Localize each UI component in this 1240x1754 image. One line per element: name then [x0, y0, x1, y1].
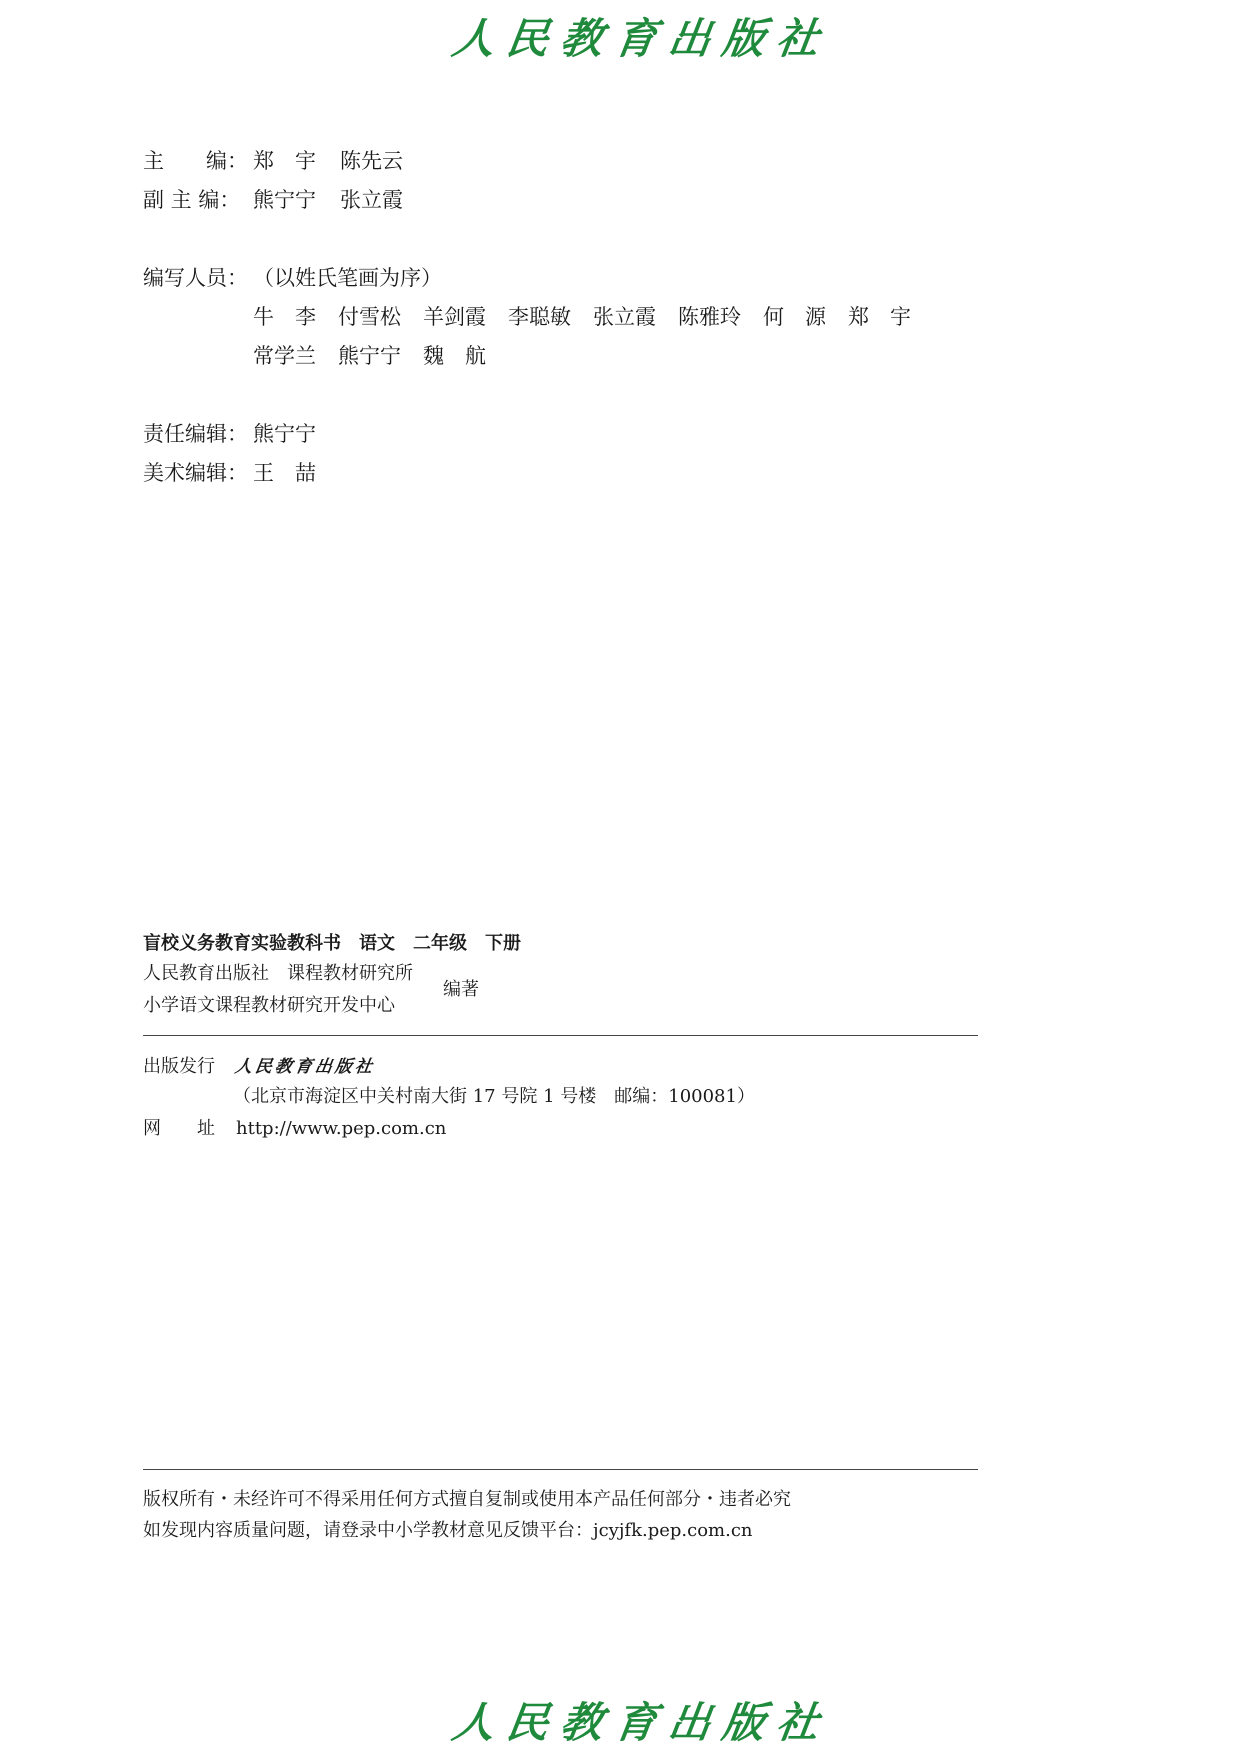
divider-top [143, 1035, 978, 1036]
copyright-notice: 版权所有・未经许可不得采用任何方式擅自复制或使用本产品任何部分・违者必究 [143, 1489, 791, 1510]
chief-editor-row [143, 147, 403, 175]
web-label: 网 址 [143, 1118, 215, 1139]
art-editor-row [143, 459, 316, 487]
deputy-editor-2: 张立霞 [340, 188, 403, 212]
feedback-notice: 如发现内容质量问题，请登录中小学教材意见反馈平台：jcyjfk.pep.com.cn [143, 1520, 753, 1541]
publisher-address: （北京市海淀区中关村南大街 17 号院 1 号楼 邮编：100081） [233, 1086, 755, 1107]
writers-note: （以姓氏笔画为序） [253, 266, 442, 290]
deputy-editor-label: 副 主 编： [143, 188, 241, 212]
book-title: 盲校义务教育实验教科书 语文 二年级 下册 [143, 933, 521, 954]
writer-name: 常学兰 [253, 344, 316, 368]
deputy-editor-row [143, 186, 403, 214]
deputy-editor-1: 熊宁宁 [253, 188, 316, 212]
responsible-editor-label: 责任编辑： [143, 422, 248, 446]
book-org-1: 人民教育出版社 课程教材研究所 [143, 963, 413, 984]
chief-editor-label: 主 编： [143, 149, 248, 173]
writers-row-2 [253, 342, 508, 370]
book-compiled: 编著 [443, 979, 479, 1000]
writers-header-row [143, 264, 442, 292]
web-row [143, 1117, 446, 1141]
publish-row [143, 1055, 375, 1079]
writer-name: 陈雅玲 [678, 305, 741, 329]
publisher-logo-small: 人民教育出版社 [233, 1057, 377, 1077]
writer-name: 牛 李 [253, 305, 316, 329]
web-url[interactable]: http://www.pep.com.cn [236, 1118, 447, 1139]
writer-name: 羊剑霞 [423, 305, 486, 329]
writer-name: 何 源 [763, 305, 826, 329]
divider-bottom [143, 1469, 978, 1470]
book-org-2: 小学语文课程教材研究开发中心 [143, 995, 395, 1016]
writer-name: 李聪敏 [508, 305, 571, 329]
responsible-editor-row [143, 420, 316, 448]
writer-name: 张立霞 [593, 305, 656, 329]
writer-name: 郑 宇 [848, 305, 911, 329]
writer-name: 付雪松 [338, 305, 401, 329]
publisher-logo-top: 人民教育出版社 [449, 14, 835, 63]
publish-label: 出版发行 [143, 1056, 215, 1077]
chief-editor-2: 陈先云 [340, 149, 403, 173]
chief-editor-1: 郑 宇 [253, 149, 316, 173]
writers-row-1 [253, 303, 933, 331]
publisher-logo-bottom: 人民教育出版社 [449, 1698, 835, 1747]
art-editor: 王 喆 [253, 461, 316, 485]
art-editor-label: 美术编辑： [143, 461, 248, 485]
writers-label: 编写人员： [143, 266, 248, 290]
writer-name: 魏 航 [423, 344, 486, 368]
writer-name: 熊宁宁 [338, 344, 401, 368]
responsible-editor: 熊宁宁 [253, 422, 316, 446]
